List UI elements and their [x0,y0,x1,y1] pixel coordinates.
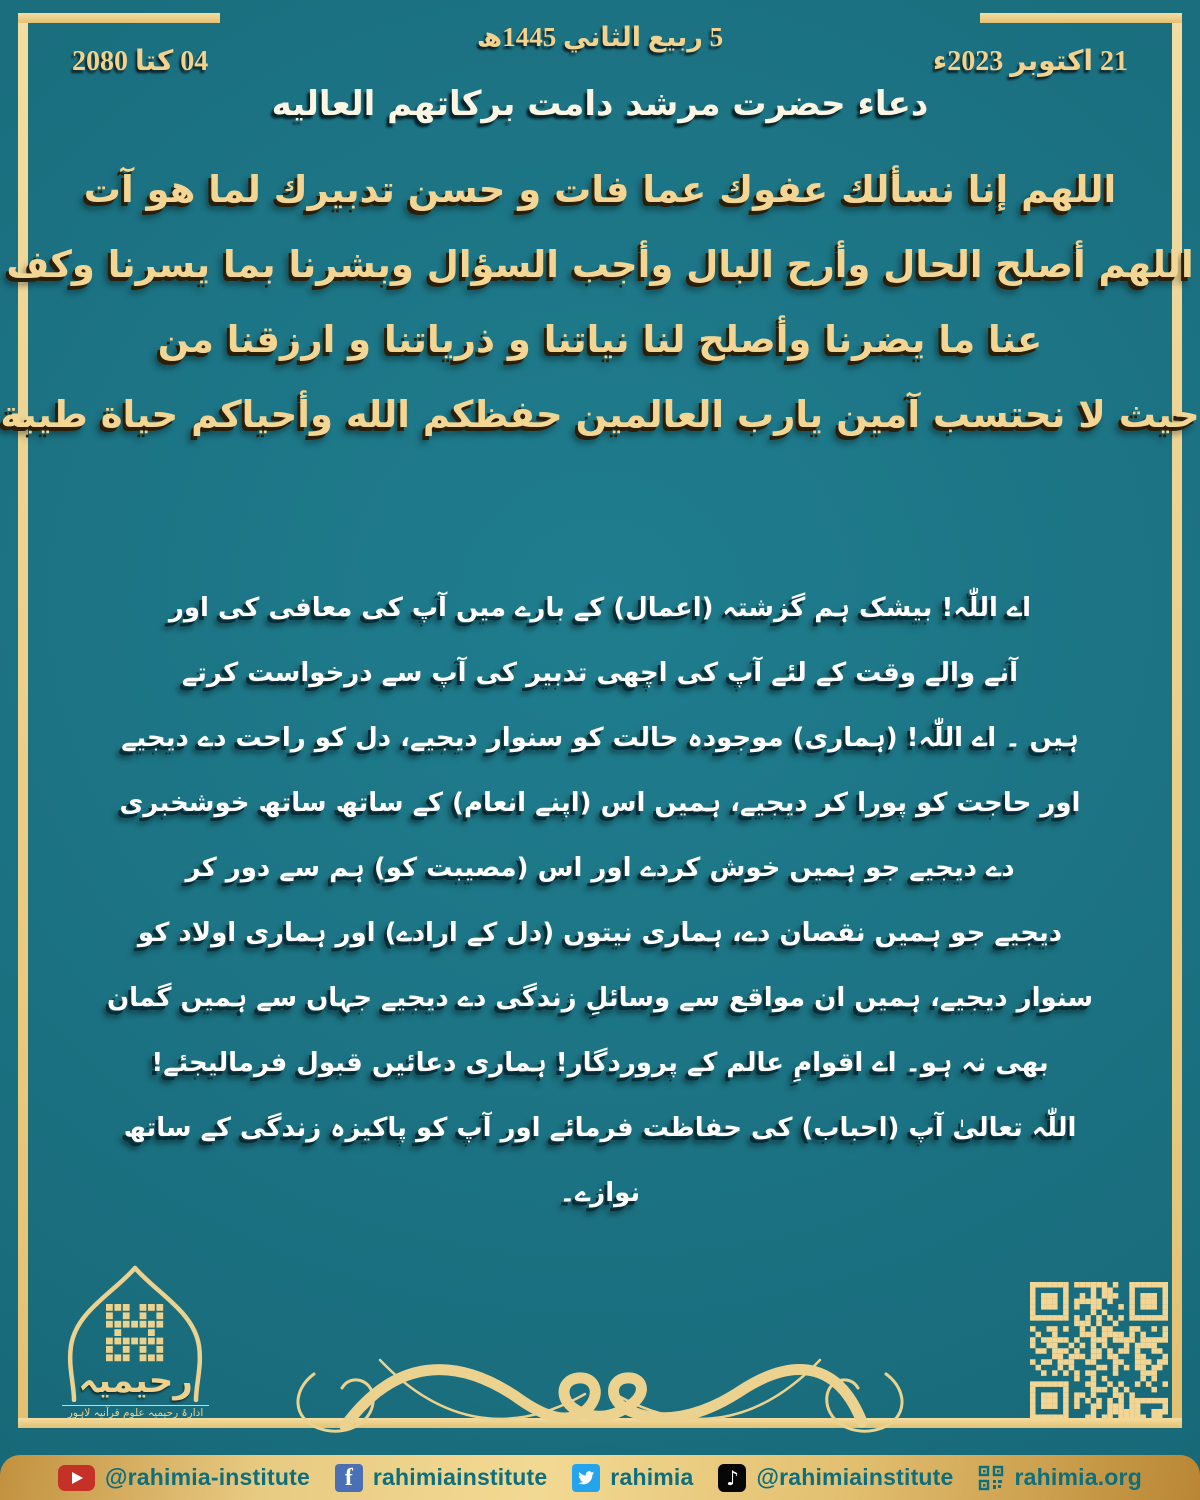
arabic-line: اللهم إنا نسألك عفوك عما فات و حسن تدبيرك لما هو آت [83,168,1117,211]
urdu-line: دیجیے جو ہمیں نقصان دے، ہماری نیتوں (دل کے ارادے) اور ہماری اولاد کو [137,918,1063,948]
gregorian-date: 21 اکتوبر 2023ء [932,46,1128,77]
poster-title: دعاء حضرت مرشد دامت برکاتهم العالیه [271,84,929,124]
urdu-line: دے دیجیے جو ہمیں خوش کردے اور اس (مصیبت کو) ہم سے دور کر [185,853,1015,883]
urdu-translation-block [60,576,1140,1226]
hijri-date: 5 ربیع الثاني 1445ھ [476,22,724,52]
twitter-icon [572,1464,600,1492]
urdu-line: بھی نہ ہو۔ اے اقوامِ عالم کے پروردگار! ہماری دعائیں قبول فرمالیجئے! [151,1048,1049,1078]
footer-item-tiktok[interactable] [718,1464,953,1492]
arabic-line: حيث لا نحتسب آمين يارب العالمين حفظكم الله وأحياكم حياة طيبة [0,393,1200,436]
facebook-handle: rahimiainstitute [372,1464,548,1490]
arabic-line: عنا ما يضرنا وأصلح لنا نياتنا و ذرياتنا و ارزقنا من [157,318,1043,361]
arabic-line: اللهم أصلح الحال وأرح البال وأجب السؤال وبشرنا بما يسرنا وكف [6,243,1194,286]
logo-subtitle: ادارۂ رحیمیہ علومِ قرآنیہ لاہور [62,1405,209,1421]
arabic-prayer-block [0,152,1200,452]
urdu-line: آنے والے وقت کے لئے آپ کی اچھی تدبیر کی آپ سے درخواست کرتے [181,658,1019,688]
twitter-handle: rahimia [610,1464,694,1490]
tiktok-handle: @rahimiainstitute [756,1464,954,1490]
qr-code [1030,1282,1168,1420]
bikrami-date: 04 کتا 2080 [72,46,209,77]
website-handle: rahimia.org [1014,1464,1142,1490]
footer-item-website[interactable] [978,1464,1141,1491]
rahimia-logo [38,1262,233,1421]
urdu-line: سنوار دیجیے، ہمیں ان مواقع سے وسائلِ زندگی دے دیجیے جہاں سے ہمیں گمان [106,983,1094,1013]
qr-web-icon [978,1465,1004,1491]
urdu-line: اللّٰہ تعالیٰ آپ (احباب) کی حفاظت فرمائے اور آپ کو پاکیزہ زندگی کے ساتھ [123,1113,1077,1143]
footer-item-twitter[interactable] [572,1464,693,1492]
footer-item-facebook[interactable] [335,1464,547,1492]
logo-wordmark: رحیمیہ [78,1361,193,1401]
urdu-line: ہیں ۔ اے اللّٰہ! (ہماری) موجودہ حالت کو سنوار دیجیے، دل کو راحت دے دیجیے [121,723,1079,753]
footer-social-bar [0,1455,1200,1500]
logo-kufic-pattern [106,1304,163,1361]
urdu-line: اے اللّٰہ! بیشک ہم گزشتہ (اعمال) کے بارے میں آپ کی معافی کی اور [168,593,1032,623]
urdu-line: اور حاجت کو پورا کر دیجیے، ہمیں اس (اپنے انعام) کے ساتھ ساتھ خوشخبری [119,788,1081,818]
youtube-handle: @rahimia-institute [105,1464,310,1490]
flourish-ornament-icon [280,1332,920,1444]
footer-item-youtube[interactable] [58,1464,310,1491]
tiktok-icon: ♪ [718,1464,746,1492]
urdu-line: نوازے۔ [559,1178,641,1208]
youtube-icon [58,1465,95,1491]
facebook-icon: f [335,1464,363,1492]
